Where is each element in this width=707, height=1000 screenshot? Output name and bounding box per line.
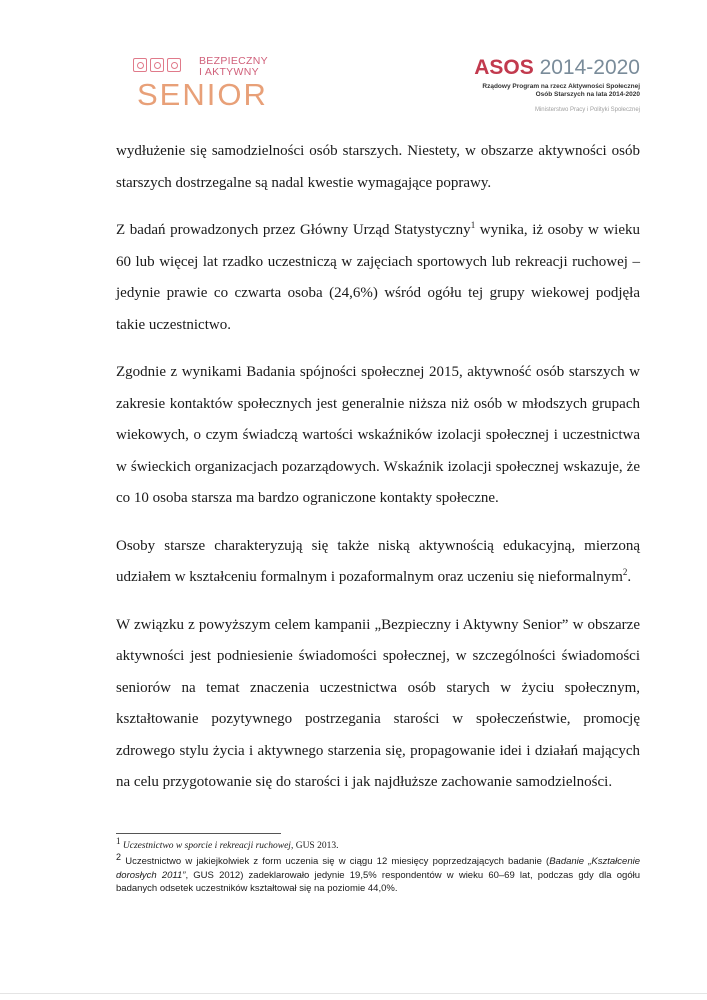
- asos-brand: ASOS: [474, 56, 534, 79]
- footnotes: [116, 835, 641, 896]
- paragraph-1: wydłużenie się samodzielności osób starszych. Niestety, w obszarze aktywności osób starszych dostrzegalne są nadal kwestie wymagające poprawy.: [116, 143, 640, 191]
- asos-subtitle: [440, 83, 640, 98]
- paragraph-2-part-b: wynika, iż osoby w wieku 60 lub więcej lat rzadko uczestniczą w zajęciach sportowych lub rekreacji ruchowej – jedynie prawie co czwarta osoba (24,6%) wśród ogółu tej grupy wiekowej podjęła takie uczestnictwo.: [116, 222, 640, 333]
- footnote-ref-1: 1: [470, 220, 476, 230]
- footnote-1: [116, 835, 640, 853]
- footnote-1-title: Uczestnictwo w sporcie i rekreacji ruchowej: [122, 841, 291, 851]
- footnote-2-part-a: Uczestnictwo w jakiejkolwiek z form uczenia się w ciągu 12 miesięcy poprzedzających badanie (: [125, 856, 550, 867]
- footnote-2-part-b: , GUS 2012) zadeklarowało jedynie 19,5% respondentów w wieku 60–69 lat, podczas gdy dla ogółu badanych odsetek uczestników kształtował się na poziomie 44,0%.: [116, 869, 641, 894]
- paragraph-2: [116, 215, 640, 341]
- paragraph-4-part-a: Osoby starsze charakteryzują się także niską aktywnością edukacyjną, mierzoną udziałem w kształceniu formalnym i pozaformalnym oraz uczeniu się nieformalnym: [116, 537, 640, 585]
- paragraph-5: W związku z powyższym celem kampanii „Bezpieczny i Aktywny Senior” w obszarze aktywności jest podniesienie świadomości społecznej, w szczególności świadomości seniorów na temat znaczenia uczestnictwa osób starych w życiu społecznym, kształtowanie pozytywnego postrzegania starości w społeczeństwie, promocję zdrowego stylu życia i aktywnego starzenia się, propagowanie idei i działań mających na celu przygotowanie się do starości i jak najdłuższe zachowanie samodzielności.: [116, 616, 640, 790]
- footnote-ref-2: 2: [622, 567, 628, 577]
- person-icon: [150, 58, 164, 72]
- car-icon: [167, 58, 181, 72]
- logo-senior-text: SENIOR: [137, 77, 268, 112]
- asos-subtitle-2: Osób Starszych na lata 2014-2020: [535, 90, 640, 98]
- footnote-1-number: 1: [116, 835, 121, 846]
- logo-tagline: [199, 56, 268, 78]
- paragraph-3: Zgodnie z wynikami Badania spójności społecznej 2015, aktywność osób starszych w zakresie kontaktów społecznych jest generalnie niższa niż osób w młodszych grupach wiekowych, o czym świadczą wartości wskaźników izolacji społecznej i uczestnictwa w świeckich organizacjach pozarządowych. Wskaźnik izolacji społecznej wskazuje, że co 10 osoba starsza ma bardzo ograniczone kontakty społeczne.: [116, 364, 640, 506]
- asos-years: 2014-2020: [539, 56, 640, 79]
- ministry-name: Ministerstwo Pracy i Polityki Społecznej: [534, 107, 640, 113]
- body-text: [116, 136, 640, 815]
- paragraph-4: [116, 531, 640, 594]
- paragraph-2-part-a: Z badań prowadzonych przez Główny Urząd Statystyczny: [116, 222, 471, 238]
- footnote-1-rest: , GUS 2013.: [290, 841, 339, 851]
- page-header: [0, 0, 707, 125]
- page-bottom-edge: [0, 993, 707, 994]
- logo-icons: [133, 58, 181, 72]
- logo-line-2: I AKTYWNY: [199, 66, 259, 78]
- footnote-2-number: 2: [116, 851, 122, 862]
- bezpieczny-senior-logo: [133, 52, 283, 114]
- asos-title: [440, 56, 640, 80]
- paragraph-4-part-b: .: [627, 569, 632, 585]
- house-icon: [133, 58, 147, 72]
- asos-logo: [440, 56, 640, 116]
- asos-subtitle-1: Rządowy Program na rzecz Aktywności Społecznej: [482, 83, 640, 90]
- footnote-2: [116, 851, 641, 896]
- footnote-2-title: Badanie „Kształcenie dorosłych 2011”: [116, 856, 640, 881]
- footnote-separator: [116, 833, 281, 834]
- logo-line-1: BEZPIECZNY: [199, 55, 268, 67]
